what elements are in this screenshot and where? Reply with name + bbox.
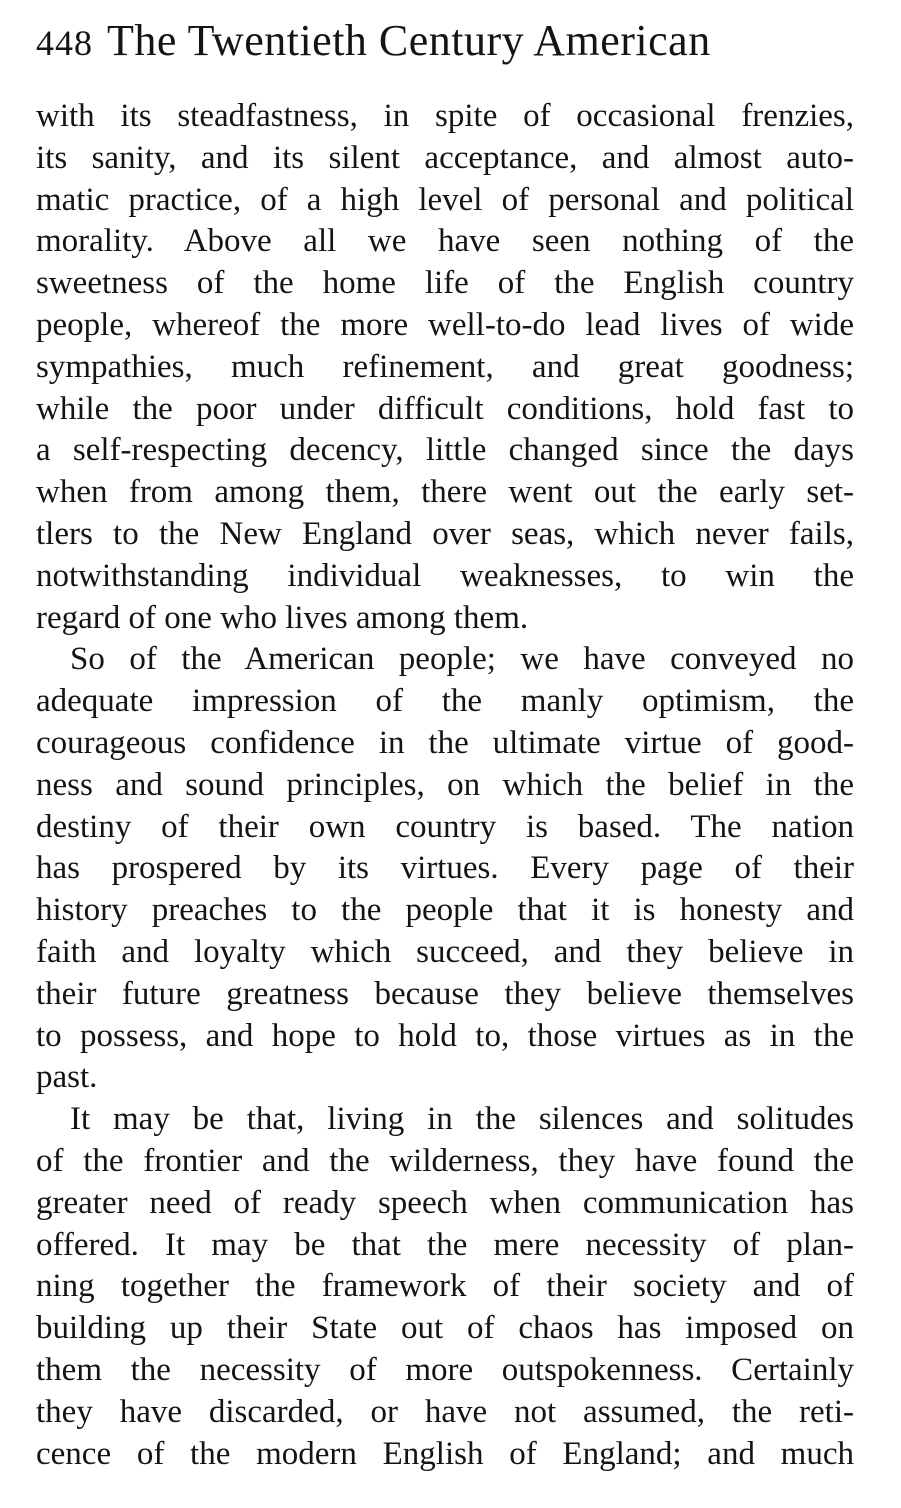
text-line: history preaches to the people that it is honesty and [36,892,854,929]
text-line: ness and sound principles, on which the belief in the [36,766,854,803]
text-line: courageous confidence in the ultimate virtue of good- [36,724,854,761]
text-line: with its steadfastness, in spite of occasional frenzies, [36,98,854,134]
text-line: morality. Above all we have seen nothing of the [36,223,854,260]
running-header [36,12,856,70]
text-line: offered. It may be that the mere necessity of plan- [36,1226,854,1263]
text-line: destiny of their own country is based. The nation [36,808,854,845]
text-line: has prospered by its virtues. Every page of their [36,850,854,887]
text-line: building up their State out of chaos has imposed on [36,1310,854,1347]
text-line: its sanity, and its silent acceptance, and almost auto- [36,139,854,176]
text-line: they have discarded, or have not assumed, the reti- [36,1393,854,1430]
text-line: sweetness of the home life of the English country [36,265,854,302]
text-line: a self-respecting decency, little changed since the days [36,432,854,469]
text-line: greater need of ready speech when communication has [36,1184,854,1221]
text-line: to possess, and hope to hold to, those virtues as in the [36,1017,854,1054]
text-line: sympathies, much refinement, and great goodness; [36,348,854,385]
text-line: notwithstanding individual weaknesses, to win the [36,557,854,594]
running-title: The Twentieth Century American [107,16,711,65]
paragraph-2 [36,639,854,1099]
text-line: them the necessity of more outspokenness. Certainly [36,1351,854,1388]
text-line: their future greatness because they believe themselves [36,975,854,1012]
text-line: faith and loyalty which succeed, and they believe in [36,933,854,970]
text-line: people, whereof the more well-to-do lead lives of wide [36,306,854,343]
text-line: of the frontier and the wilderness, they have found the [36,1142,854,1179]
text-line: past. [36,1059,98,1096]
paragraph-1 [36,96,854,639]
text-line: regard of one who lives among them. [36,599,529,636]
text-line: tlers to the New England over seas, which never fails, [36,515,854,552]
text-line: when from among them, there went out the early set- [36,474,854,511]
page-number: 448 [36,23,93,63]
text-line: adequate impression of the manly optimism, the [36,683,854,720]
paragraph-3 [36,1099,854,1475]
body-text [36,96,854,1475]
text-line: while the poor under difficult conditions, hold fast to [36,390,854,427]
text-line: So of the American people; we have conveyed no [70,641,854,678]
text-line: cence of the modern English of England; and much [36,1435,854,1472]
text-line: It may be that, living in the silences and solitudes [70,1101,854,1138]
text-line: ning together the framework of their society and of [36,1268,854,1305]
text-line: matic practice, of a high level of personal and political [36,181,854,218]
